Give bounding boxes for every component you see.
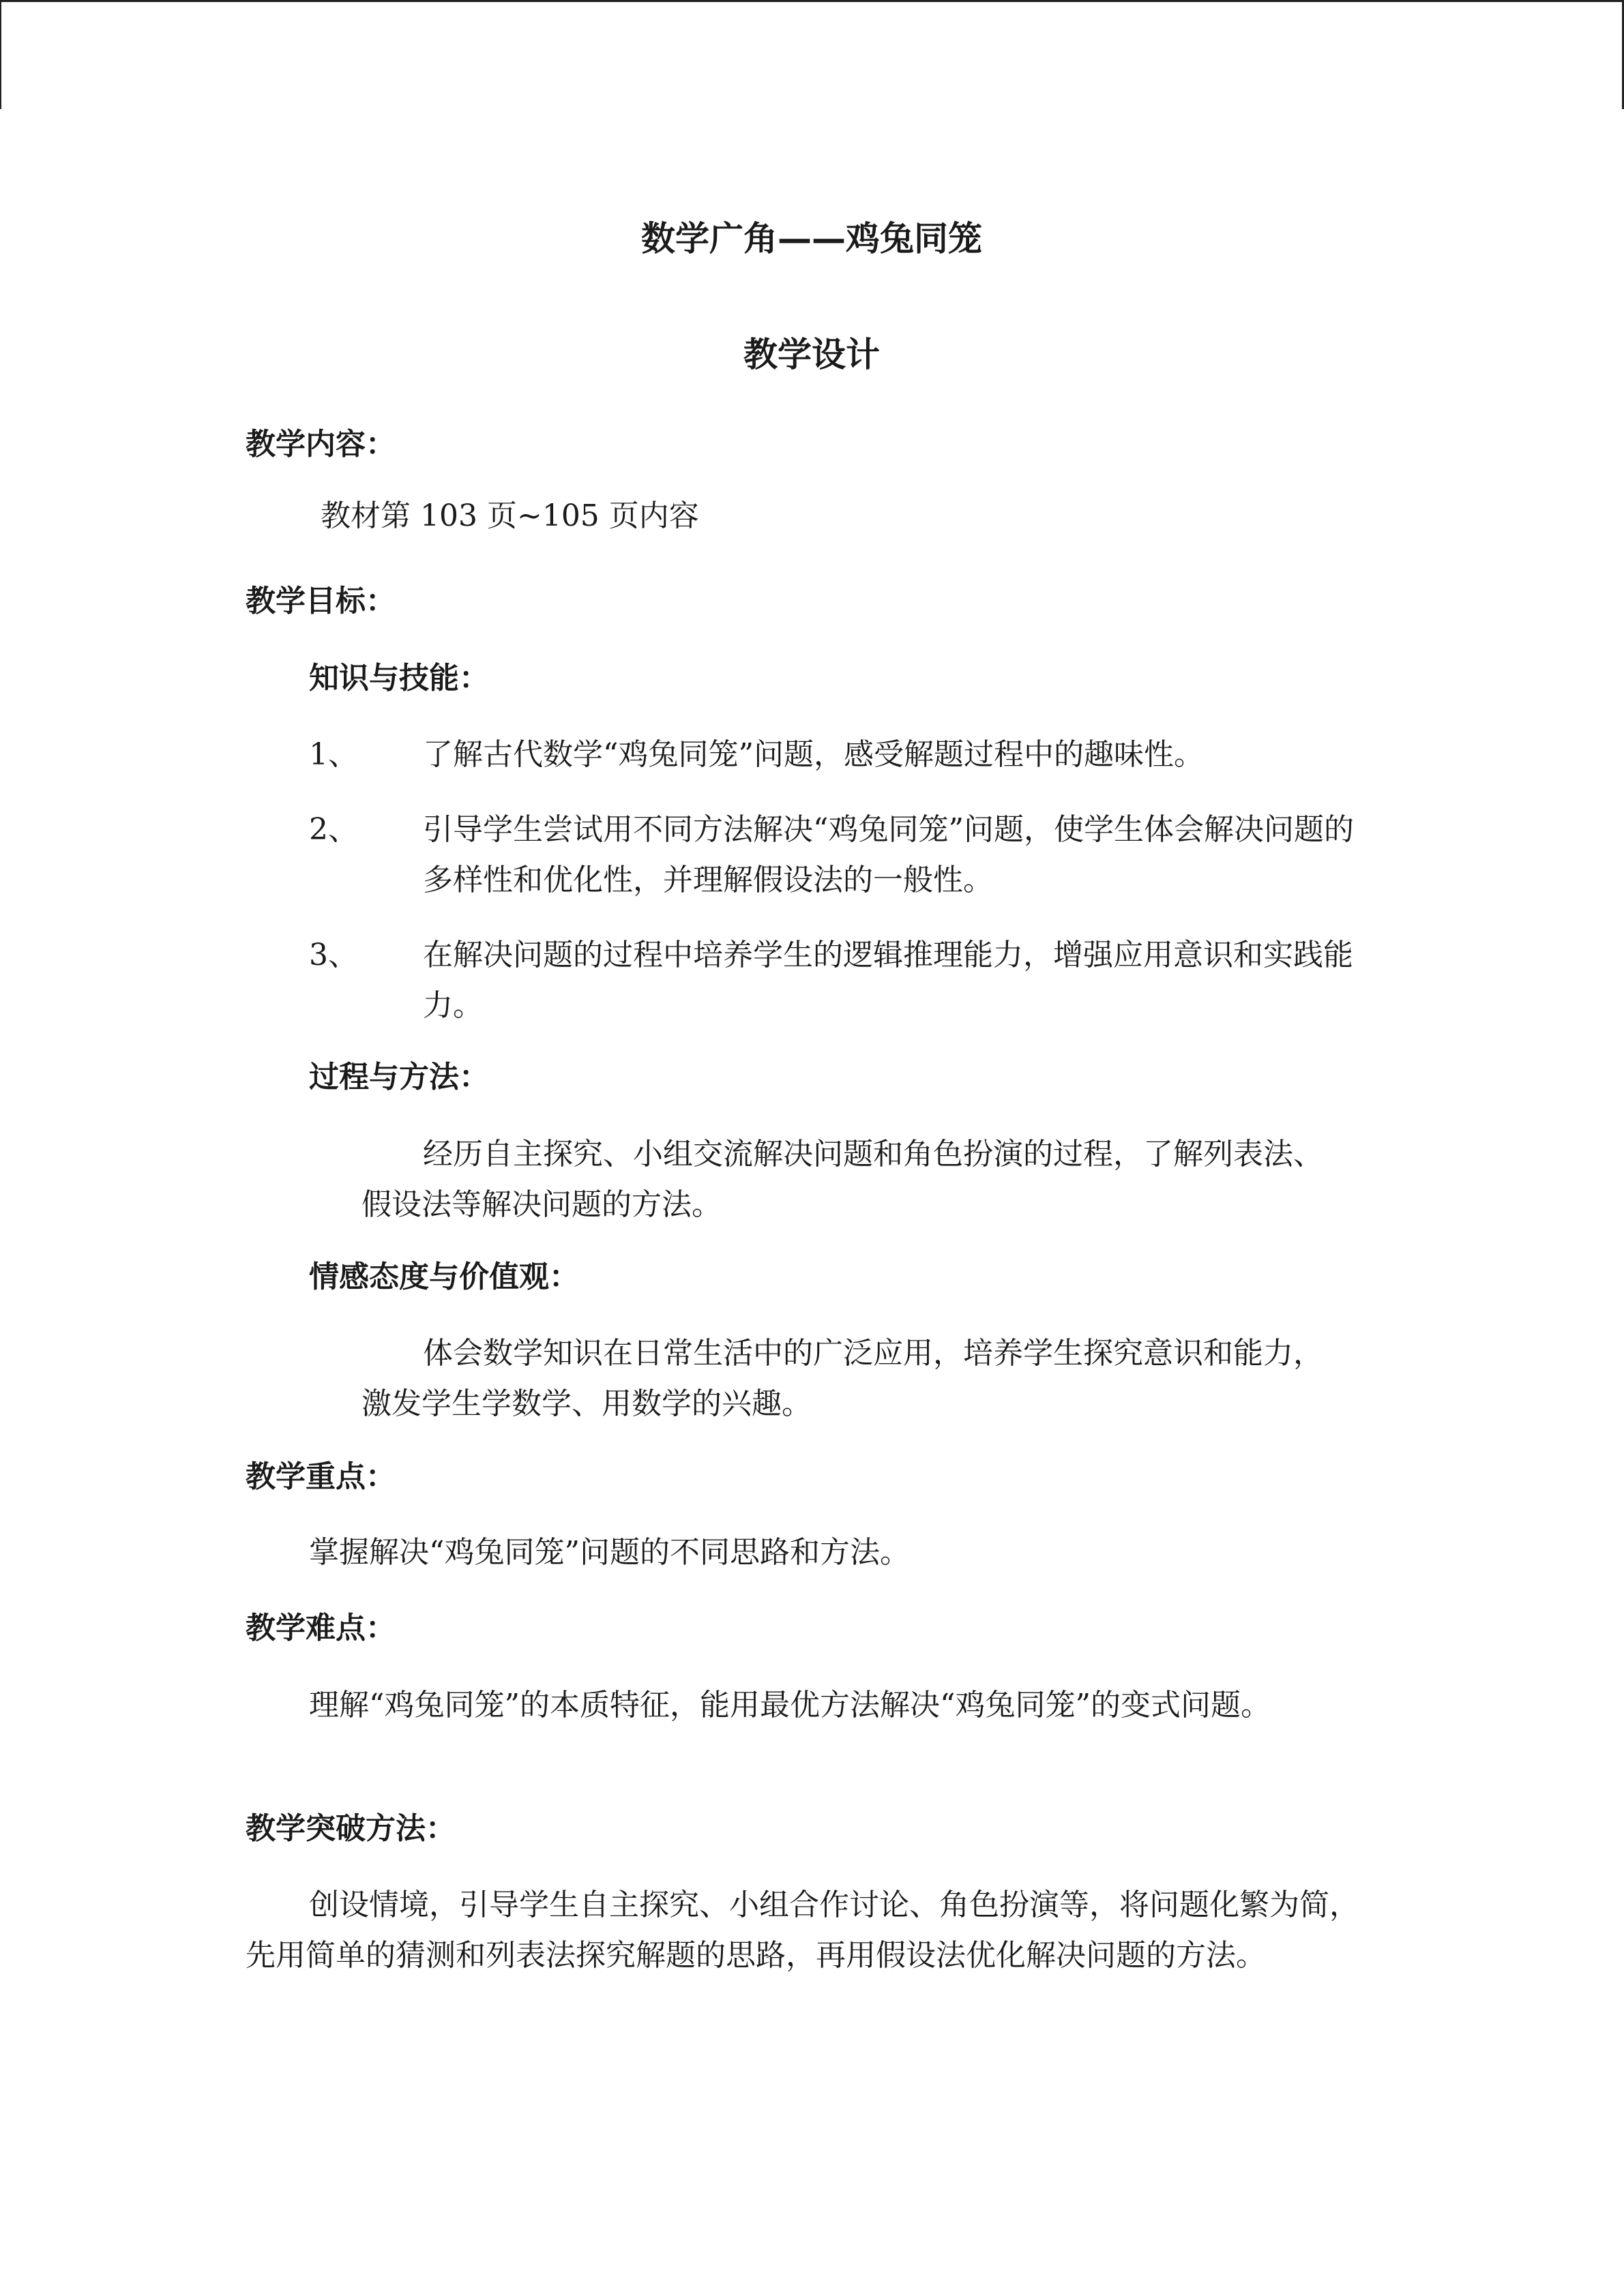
knowledge-heading: 知识与技能： [309,661,489,696]
difficulty-text: 理解“鸡兔同笼”的本质特征，能用最优方法解决“鸡兔同笼”的变式问题。 [309,1688,1271,1723]
breakthrough-text: 创设情境，引导学生自主探究、小组合作讨论、角色扮演等，将问题化繁为简，先用简单的猜测和列表法探究解题的思路，再用假设法优化解决问题的方法。 [246,1888,1359,1973]
difficulty-heading: 教学难点： [246,1611,396,1645]
process-text: 经历自主探究、小组交流解决问题和角色扮演的过程，了解列表法、假设法等解决问题的方法。 [361,1137,1323,1222]
process-heading: 过程与方法： [309,1060,489,1094]
document-title: 数学广角——鸡兔同笼 [641,219,982,258]
list-item-text: 引导学生尝试用不同方法解决“鸡兔同笼”问题，使学生体会解决问题的多样性和优化性，并理解假设法的一般性。 [423,812,1354,897]
content-heading: 教学内容： [246,427,396,462]
key-point-text: 掌握解决“鸡兔同笼”问题的不同思路和方法。 [309,1535,910,1570]
objectives-heading: 教学目标： [246,584,396,618]
emotion-heading: 情感态度与价值观： [309,1259,579,1294]
list-item-number: 2、 [309,812,358,847]
list-item-text: 在解决问题的过程中培养学生的逻辑推理能力，增强应用意识和实践能力。 [423,938,1353,1023]
page-left-border [0,0,1,109]
breakthrough-heading: 教学突破方法： [246,1811,456,1846]
list-item-number: 1、 [309,737,358,772]
list-item-number: 3、 [309,938,358,972]
emotion-text: 体会数学知识在日常生活中的广泛应用，培养学生探究意识和能力，激发学生学数学、用数学的兴趣。 [361,1336,1323,1421]
key-point-heading: 教学重点： [246,1459,396,1494]
list-item-text: 了解古代数学“鸡兔同笼”问题，感受解题过程中的趣味性。 [423,737,1204,772]
page-top-border [0,0,1624,2]
document-subtitle: 教学设计 [743,335,880,374]
content-text: 教材第 103 页~105 页内容 [321,498,699,533]
